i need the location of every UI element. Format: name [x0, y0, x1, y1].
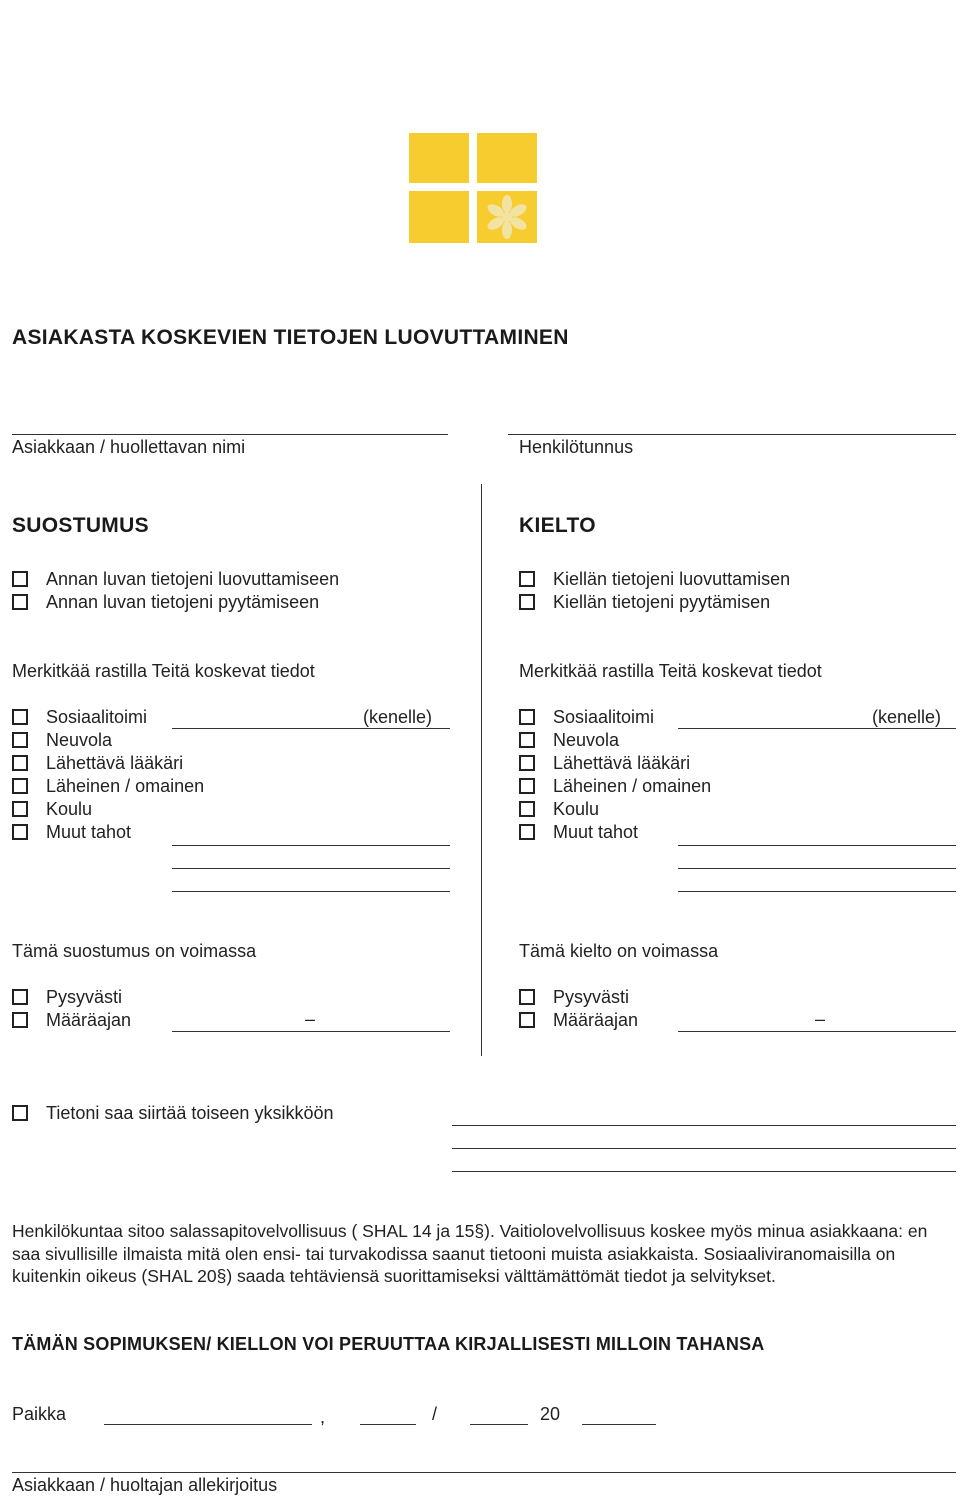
recipient-label: Läheinen / omainen — [553, 776, 712, 796]
consent-other-line-2[interactable] — [172, 868, 450, 869]
prohibition-mark-instruction: Merkitkää rastilla Teitä koskevat tiedot — [519, 661, 822, 681]
consent-to-whom-label: (kenelle) — [363, 707, 433, 727]
place-line[interactable] — [104, 1424, 312, 1425]
consent-validity-label: Tämä suostumus on voimassa — [12, 941, 257, 961]
recipient-label: Läheinen / omainen — [46, 776, 205, 796]
checkbox[interactable] — [12, 778, 28, 794]
transfer-label: Tietoni saa siirtää toiseen yksikköön — [46, 1103, 334, 1123]
option-label: Kiellän tietojeni pyytämisen — [553, 592, 771, 612]
prohibition-other-line-3[interactable] — [678, 891, 956, 892]
checkbox[interactable] — [12, 824, 28, 840]
year-prefix: 20 — [540, 1404, 561, 1424]
checkbox[interactable] — [519, 824, 535, 840]
checkbox[interactable] — [519, 732, 535, 748]
prohibition-period-dash: – — [815, 1009, 826, 1029]
checkbox[interactable] — [519, 989, 535, 1005]
month-line[interactable] — [470, 1424, 528, 1425]
transfer-line-1[interactable] — [452, 1125, 956, 1126]
year-line[interactable] — [582, 1424, 656, 1425]
consent-heading: SUOSTUMUS — [12, 514, 149, 537]
consent-to-whom-line[interactable] — [172, 728, 450, 729]
recipient-label: Neuvola — [553, 730, 620, 750]
checkbox[interactable] — [519, 594, 535, 610]
transfer-line-3[interactable] — [452, 1171, 956, 1172]
consent-other-line-3[interactable] — [172, 891, 450, 892]
prohibition-validity-label: Tämä kielto on voimassa — [519, 941, 719, 961]
flower-icon — [477, 191, 537, 243]
validity-label: Määräajan — [46, 1010, 132, 1030]
recipient-label: Muut tahot — [553, 822, 639, 842]
signature-label: Asiakkaan / huoltajan allekirjoitus — [12, 1475, 278, 1495]
checkbox[interactable] — [519, 778, 535, 794]
checkbox[interactable] — [12, 1012, 28, 1028]
place-label: Paikka — [12, 1404, 67, 1424]
prohibition-heading: KIELTO — [519, 514, 596, 537]
column-divider — [481, 484, 482, 1056]
validity-label: Määräajan — [553, 1010, 639, 1030]
checkbox[interactable] — [519, 755, 535, 771]
option-label: Annan luvan tietojeni luovuttamiseen — [46, 569, 340, 589]
consent-period-dash: – — [305, 1009, 316, 1029]
consent-mark-instruction: Merkitkää rastilla Teitä koskevat tiedot — [12, 661, 315, 681]
revocation-notice: TÄMÄN SOPIMUKSEN/ KIELLON VOI PERUUTTAA KIRJALLISESTI MILLOIN TAHANSA — [12, 1334, 765, 1354]
prohibition-to-whom-line[interactable] — [678, 728, 956, 729]
checkbox[interactable] — [12, 709, 28, 725]
recipient-label: Lähettävä lääkäri — [553, 753, 691, 773]
slash-separator: / — [432, 1404, 438, 1424]
recipient-label: Sosiaalitoimi — [46, 707, 148, 727]
checkbox[interactable] — [12, 801, 28, 817]
prohibition-other-line-1[interactable] — [678, 845, 956, 846]
recipient-label: Koulu — [46, 799, 93, 819]
comma-separator: , — [320, 1407, 326, 1427]
prohibition-to-whom-label: (kenelle) — [872, 707, 942, 727]
recipient-label: Koulu — [553, 799, 600, 819]
prohibition-other-line-2[interactable] — [678, 868, 956, 869]
client-name-label: Asiakkaan / huollettavan nimi — [12, 437, 246, 457]
recipient-label: Lähettävä lääkäri — [46, 753, 184, 773]
checkbox[interactable] — [519, 571, 535, 587]
checkbox[interactable] — [12, 755, 28, 771]
recipient-label: Sosiaalitoimi — [553, 707, 655, 727]
checkbox[interactable] — [519, 1012, 535, 1028]
client-name-line[interactable] — [12, 434, 448, 435]
validity-label: Pysyvästi — [46, 987, 123, 1007]
signature-line[interactable] — [12, 1472, 956, 1473]
day-line[interactable] — [360, 1424, 416, 1425]
consent-other-line-1[interactable] — [172, 845, 450, 846]
ssn-line[interactable] — [508, 434, 956, 435]
prohibition-period-line[interactable] — [678, 1031, 956, 1032]
checkbox[interactable] — [519, 801, 535, 817]
confidentiality-paragraph: Henkilökuntaa sitoo salassapitovelvollisuus ( SHAL 14 ja 15§). Vaitiolovelvollisuus koskee myös minua asiakkaana: en saa sivullisille ilmaista mitä olen ensi- tai turvakodissa saanut tietooni muista asiakkaista. Sosiaaliviranomaisilla on kuitenkin oikeus (SHAL 20§) saada tehtäviensä suorittamiseksi välttämättömät tiedot ja selvitykset. — [12, 1221, 928, 1286]
consent-period-line[interactable] — [172, 1031, 450, 1032]
option-label: Annan luvan tietojeni pyytämiseen — [46, 592, 320, 612]
checkbox[interactable] — [12, 1105, 28, 1121]
transfer-line-2[interactable] — [452, 1148, 956, 1149]
checkbox[interactable] — [12, 571, 28, 587]
checkbox[interactable] — [519, 709, 535, 725]
page-title: ASIAKASTA KOSKEVIEN TIETOJEN LUOVUTTAMINEN — [12, 326, 569, 349]
checkbox[interactable] — [12, 594, 28, 610]
checkbox[interactable] — [12, 732, 28, 748]
option-label: Kiellän tietojeni luovuttamisen — [553, 569, 791, 589]
validity-label: Pysyvästi — [553, 987, 630, 1007]
recipient-label: Neuvola — [46, 730, 113, 750]
checkbox[interactable] — [12, 989, 28, 1005]
organization-logo — [409, 133, 537, 245]
recipient-label: Muut tahot — [46, 822, 132, 842]
ssn-label: Henkilötunnus — [519, 437, 634, 457]
